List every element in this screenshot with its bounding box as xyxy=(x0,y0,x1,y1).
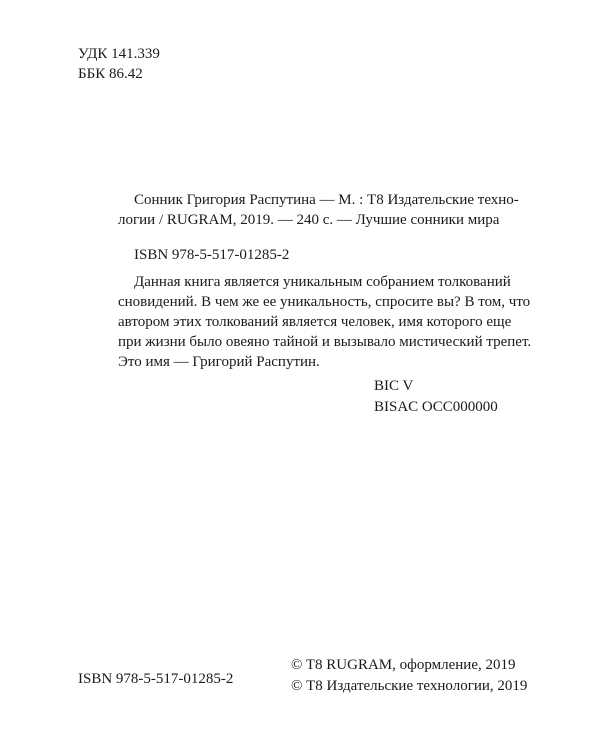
annotation-line: автором этих толкований является человек, имя которого еще xyxy=(118,314,512,330)
udk-code: УДК 141.339 xyxy=(78,46,160,62)
annotation-line: при жизни было овеяно тайной и вызывало мистический трепет. xyxy=(118,334,532,350)
bibliographic-line: Сонник Григория Распутина — М. : Т8 Издательские техно- xyxy=(134,192,519,208)
isbn-main: ISBN 978-5-517-01285-2 xyxy=(134,247,290,263)
bbk-code: ББК 86.42 xyxy=(78,66,143,82)
copyright-notices xyxy=(291,655,527,697)
bibliographic-line: логии / RUGRAM, 2019. — 240 с. — Лучшие сонники мира xyxy=(118,212,500,228)
bic-code: BIC V xyxy=(374,378,414,394)
isbn-bottom: ISBN 978-5-517-01285-2 xyxy=(78,671,234,687)
annotation-line: Данная книга является уникальным собранием толкований xyxy=(134,274,511,290)
annotation xyxy=(118,272,532,372)
bibliographic-record xyxy=(118,190,519,230)
copyright-design: © T8 RUGRAM, оформление, 2019 xyxy=(291,657,516,673)
copyright-publisher: © Т8 Издательские технологии, 2019 xyxy=(291,678,528,694)
bisac-code: BISAC OCC000000 xyxy=(374,399,498,415)
annotation-line: Это имя — Григорий Распутин. xyxy=(118,354,320,370)
subject-codes xyxy=(374,376,498,418)
annotation-line: сновидений. В чем же ее уникальность, спросите вы? В том, что xyxy=(118,294,531,310)
classification-codes xyxy=(78,44,160,84)
